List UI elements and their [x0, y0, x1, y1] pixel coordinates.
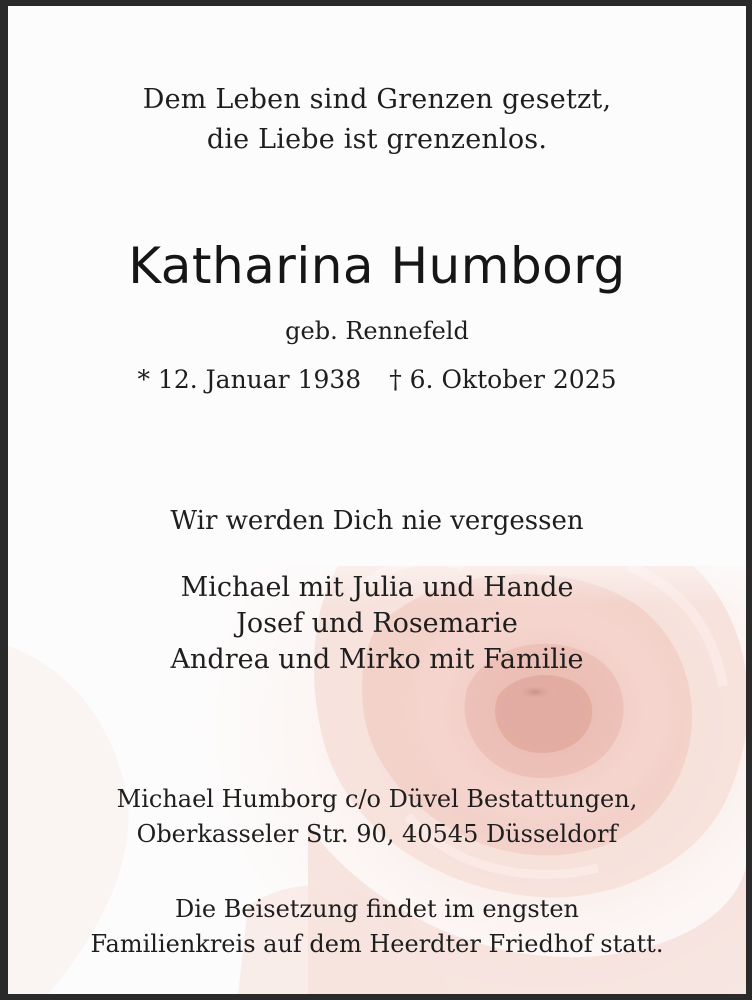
- deceased-name: Katharina Humborg: [128, 237, 626, 295]
- address-line: Oberkasseler Str. 90, 40545 Düsseldorf: [136, 820, 618, 848]
- mourner-entry: Josef und Rosemarie: [236, 608, 518, 639]
- motto-line: Dem Leben sind Grenzen gesetzt,: [142, 84, 612, 115]
- farewell-line: Wir werden Dich nie vergessen: [170, 506, 584, 536]
- funeral-line: Die Beisetzung findet im engsten: [175, 895, 579, 923]
- birth-name: geb. Rennefeld: [285, 317, 469, 345]
- mourner-entry: Michael mit Julia und Hande: [180, 572, 574, 603]
- motto-line: die Liebe ist grenzenlos.: [206, 124, 548, 155]
- funeral-line: Familienkreis auf dem Heerdter Friedhof statt.: [90, 930, 664, 958]
- motto: [8, 80, 746, 160]
- birth-date: * 12. Januar 1938: [137, 365, 362, 394]
- address-line: Michael Humborg c/o Düvel Bestattungen,: [116, 785, 638, 813]
- mourner-entry: Andrea und Mirko mit Familie: [170, 644, 584, 675]
- obituary-card: [8, 6, 746, 994]
- death-date: † 6. Oktober 2025: [389, 365, 617, 394]
- life-dates: [8, 362, 746, 398]
- contact-address: [8, 782, 746, 852]
- mourners-list: [8, 570, 746, 678]
- funeral-note: [8, 892, 746, 962]
